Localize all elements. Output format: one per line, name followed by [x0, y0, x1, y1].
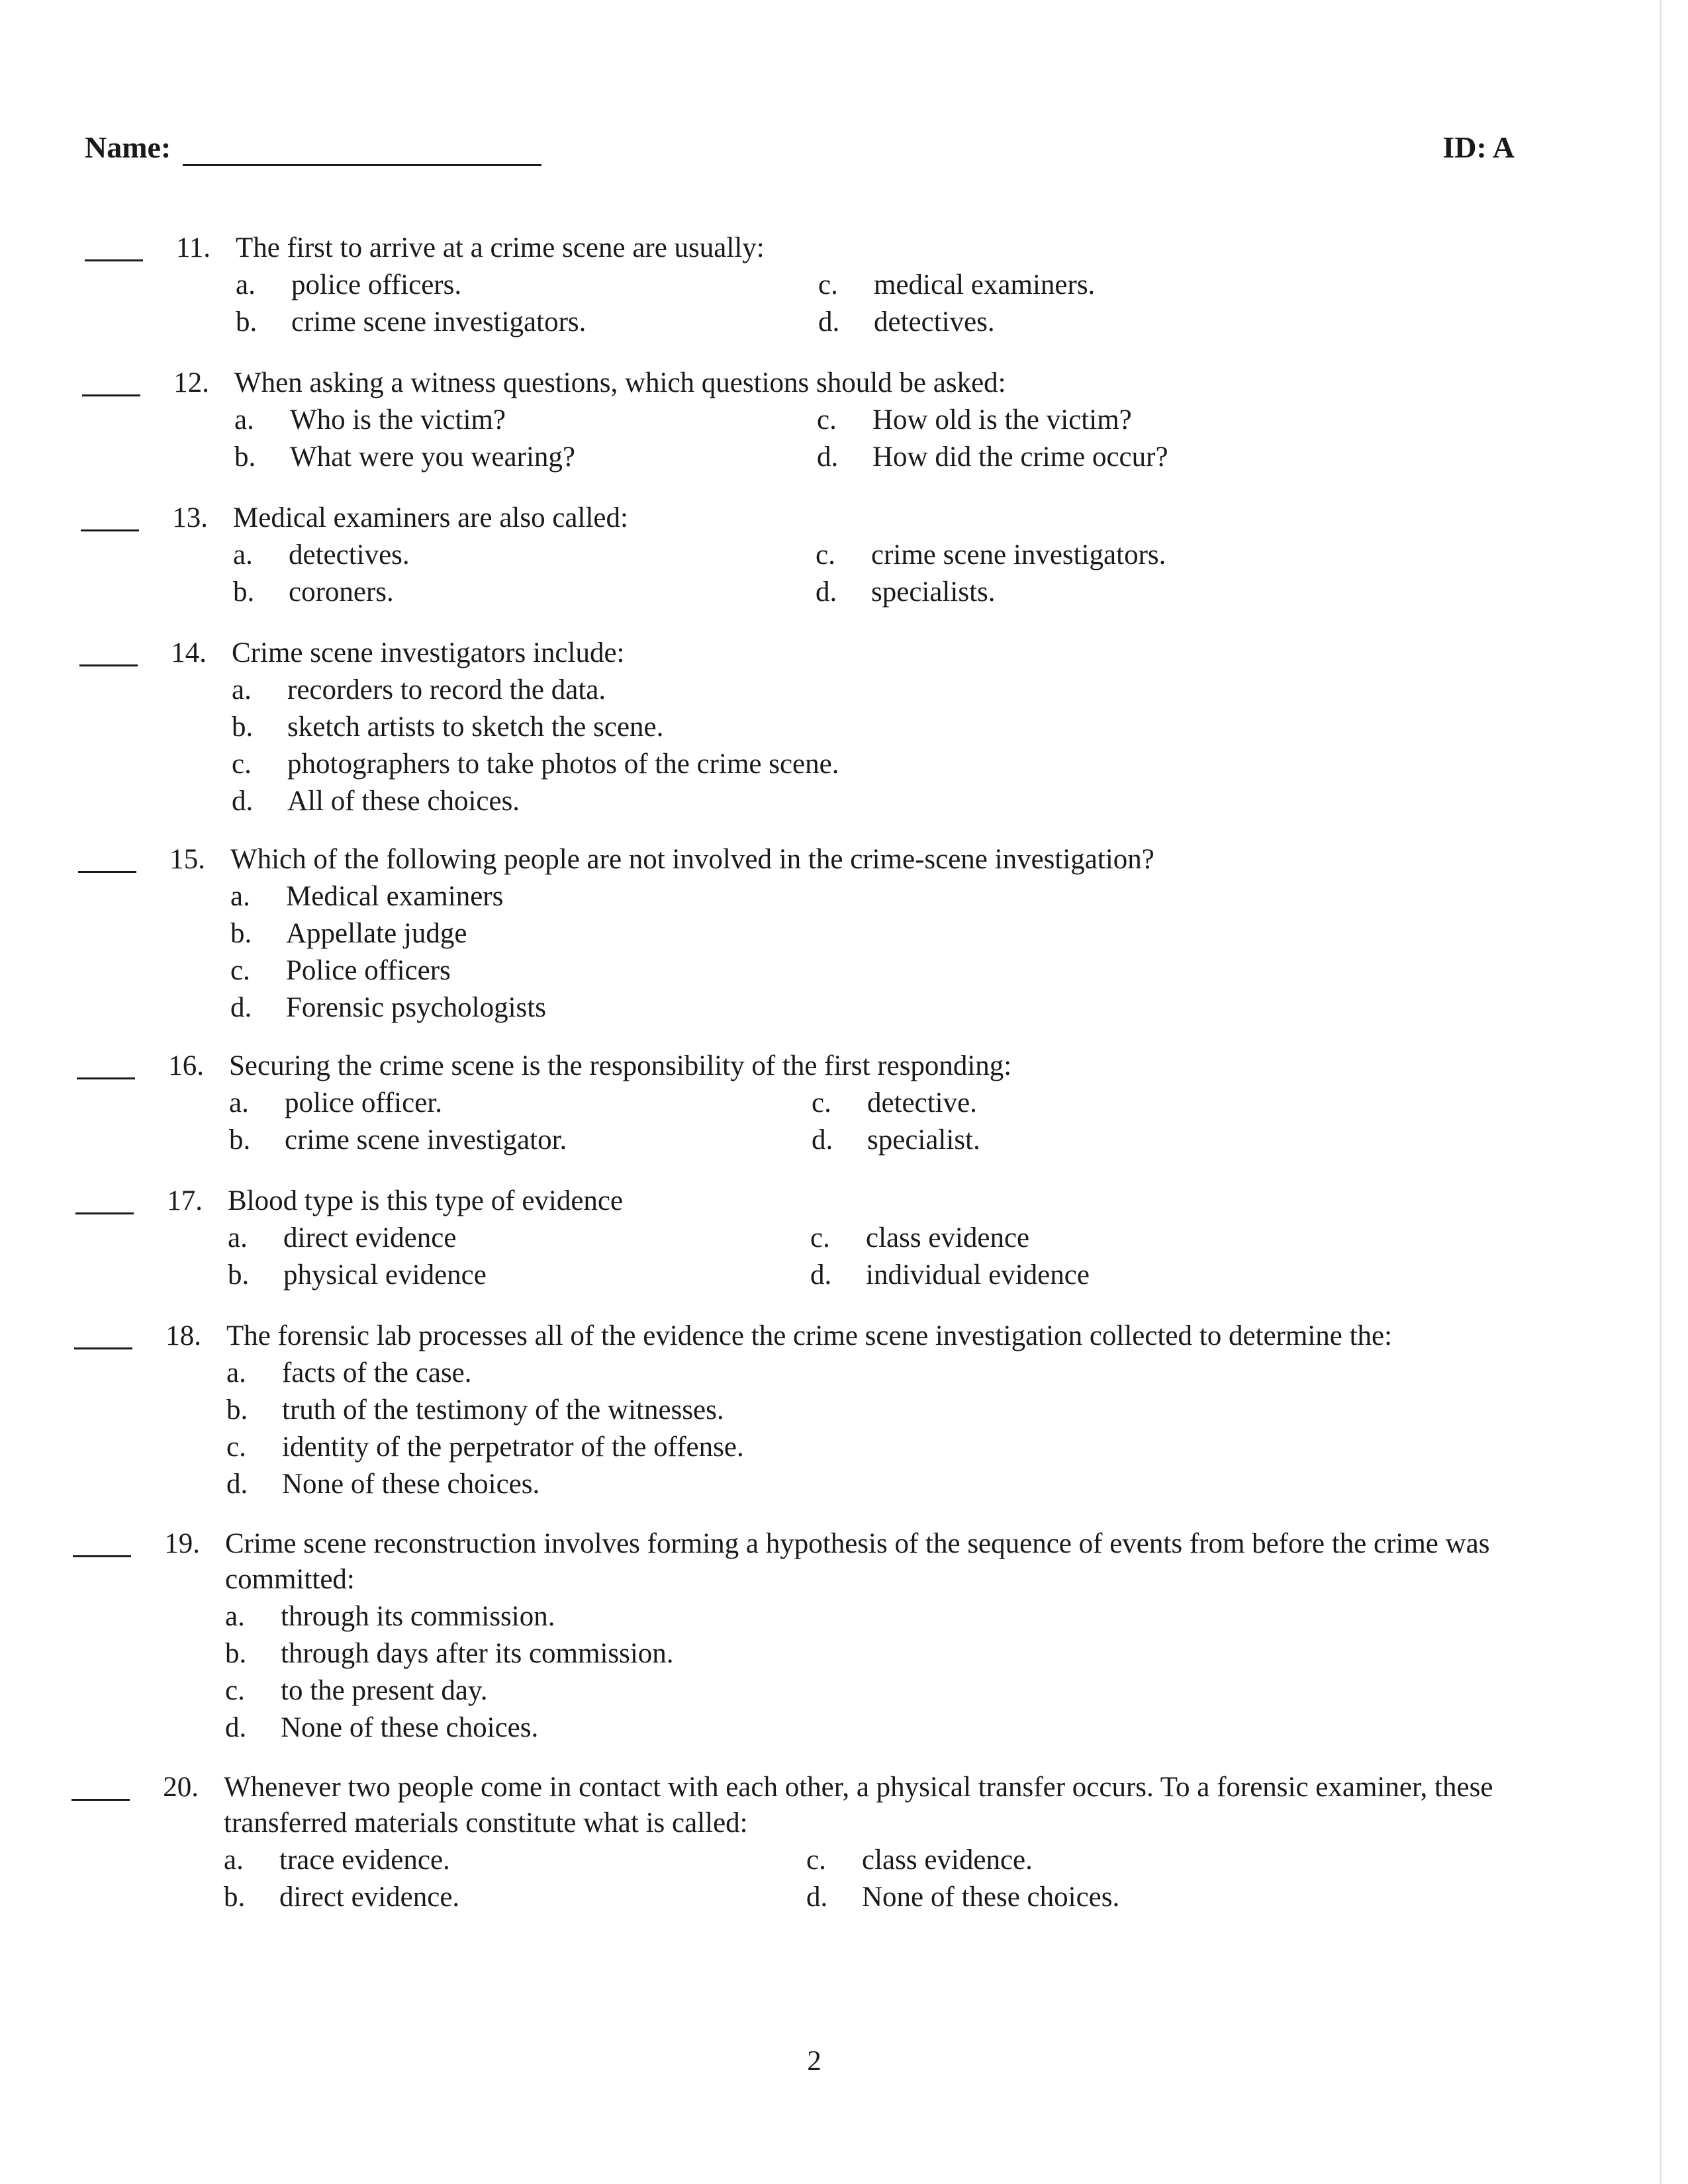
option-letter: c.	[230, 955, 250, 986]
option-text: sketch artists to sketch the scene.	[287, 711, 664, 743]
option-text: individual evidence	[866, 1259, 1090, 1291]
option-text: class evidence.	[862, 1844, 1033, 1876]
question-number: 19.	[164, 1528, 200, 1559]
option-text: detectives.	[289, 539, 410, 570]
option-letter: d.	[817, 441, 839, 473]
question-stem: Which of the following people are not involved in the crime-scene investigation?	[230, 844, 1154, 875]
option-letter: d.	[232, 786, 254, 817]
answer-blank[interactable]	[74, 1347, 132, 1349]
option-text: What were you wearing?	[290, 441, 575, 473]
option-letter: c.	[232, 749, 252, 780]
test-header	[85, 130, 1515, 169]
option-text: physical evidence	[283, 1259, 487, 1291]
option-letter: a.	[224, 1844, 244, 1876]
option-letter: c.	[226, 1432, 246, 1463]
option-text: direct evidence	[283, 1222, 457, 1253]
option-text: specialist.	[867, 1124, 980, 1156]
answer-blank[interactable]	[71, 1799, 130, 1801]
option-letter: b.	[233, 576, 255, 608]
question-number: 15.	[169, 844, 205, 875]
option-text: trace evidence.	[279, 1844, 450, 1876]
option-letter: a.	[234, 404, 254, 435]
answer-blank[interactable]	[81, 529, 139, 531]
option-text: photographers to take photos of the crime scene.	[287, 749, 839, 780]
option-letter: b.	[229, 1124, 251, 1156]
option-text: through its commission.	[281, 1601, 555, 1632]
answer-blank[interactable]	[73, 1555, 131, 1557]
test-id-label: ID: A	[1442, 130, 1515, 164]
question-stem: The first to arrive at a crime scene are usually:	[236, 232, 765, 263]
question-number: 12.	[173, 367, 209, 398]
option-text: identity of the perpetrator of the offense.	[282, 1432, 744, 1463]
option-text: Forensic psychologists	[286, 992, 546, 1023]
question-number: 18.	[165, 1320, 201, 1351]
option-text: through days after its commission.	[281, 1638, 674, 1669]
option-letter: c.	[816, 539, 835, 570]
option-text: Police officers	[286, 955, 451, 986]
option-letter: c.	[812, 1087, 831, 1118]
option-text: detectives.	[874, 306, 995, 338]
option-letter: b.	[230, 918, 252, 949]
scan-page-edge	[1660, 0, 1662, 2184]
option-text: All of these choices.	[287, 786, 520, 817]
question-number: 13.	[172, 502, 208, 533]
option-letter: d.	[818, 306, 840, 338]
option-text: crime scene investigator.	[285, 1124, 567, 1156]
option-letter: d.	[226, 1469, 248, 1500]
option-text: Who is the victim?	[290, 404, 506, 435]
option-letter: b.	[226, 1394, 248, 1426]
option-letter: a.	[232, 674, 252, 705]
question-stem: When asking a witness questions, which questions should be asked:	[234, 367, 1006, 398]
option-letter: c.	[817, 404, 837, 435]
name-label: Name:	[85, 130, 171, 164]
option-text: How did the crime occur?	[872, 441, 1168, 473]
option-text: recorders to record the data.	[287, 674, 606, 705]
question-stem: The forensic lab processes all of the evidence the crime scene investigation collected to determine the:	[226, 1320, 1393, 1351]
option-letter: a.	[236, 269, 256, 300]
option-letter: b.	[225, 1638, 247, 1669]
option-text: None of these choices.	[281, 1712, 539, 1743]
option-letter: b.	[224, 1882, 246, 1913]
page-number: 2	[807, 2046, 821, 2077]
option-letter: a.	[230, 881, 250, 912]
answer-blank[interactable]	[78, 871, 136, 873]
option-text: truth of the testimony of the witnesses.	[282, 1394, 724, 1426]
option-text: crime scene investigators.	[871, 539, 1166, 570]
option-letter: b.	[236, 306, 258, 338]
option-text: medical examiners.	[874, 269, 1096, 300]
option-letter: b.	[232, 711, 254, 743]
option-letter: b.	[234, 441, 256, 473]
answer-blank[interactable]	[82, 394, 140, 396]
question-number: 11.	[175, 232, 211, 263]
option-text: detective.	[867, 1087, 977, 1118]
option-text: to the present day.	[281, 1675, 488, 1706]
option-text: None of these choices.	[282, 1469, 540, 1500]
option-text: class evidence	[866, 1222, 1030, 1253]
option-text: specialists.	[871, 576, 996, 608]
option-text: Medical examiners	[286, 881, 504, 912]
option-letter: c.	[818, 269, 838, 300]
option-letter: d.	[225, 1712, 247, 1743]
answer-blank[interactable]	[85, 259, 143, 261]
option-text: police officer.	[285, 1087, 442, 1118]
option-letter: d.	[816, 576, 837, 608]
question-stem: Blood type is this type of evidence	[228, 1185, 624, 1216]
question-number: 14.	[171, 637, 207, 668]
option-text: How old is the victim?	[872, 404, 1132, 435]
option-letter: a.	[228, 1222, 248, 1253]
option-letter: b.	[228, 1259, 250, 1291]
answer-blank[interactable]	[79, 664, 138, 666]
option-letter: d.	[806, 1882, 828, 1913]
question-stem: Securing the crime scene is the responsibility of the first responding:	[229, 1050, 1012, 1081]
question-number: 20.	[163, 1772, 199, 1803]
answer-blank[interactable]	[77, 1077, 135, 1079]
option-letter: d.	[812, 1124, 833, 1156]
option-letter: d.	[230, 992, 252, 1023]
question-stem: Medical examiners are also called:	[233, 502, 628, 533]
option-text: crime scene investigators.	[291, 306, 586, 338]
question-stem: Whenever two people come in contact with each other, a physical transfer occurs. To a forensic examiner, these transferred materials constitute what is called:	[224, 1772, 1493, 1839]
option-text: Appellate judge	[286, 918, 467, 949]
option-letter: a.	[229, 1087, 249, 1118]
answer-blank[interactable]	[75, 1212, 134, 1214]
option-text: facts of the case.	[282, 1357, 472, 1388]
option-letter: a.	[225, 1601, 245, 1632]
option-text: None of these choices.	[862, 1882, 1120, 1913]
option-text: coroners.	[289, 576, 394, 608]
question-number: 17.	[167, 1185, 203, 1216]
question-stem: Crime scene investigators include:	[232, 637, 625, 668]
question-stem: Crime scene reconstruction involves forming a hypothesis of the sequence of events from before the crime was committed:	[225, 1528, 1490, 1595]
option-letter: a.	[233, 539, 253, 570]
option-text: direct evidence.	[279, 1882, 460, 1913]
option-letter: c.	[810, 1222, 830, 1253]
name-input-line[interactable]	[183, 164, 541, 166]
option-text: police officers.	[291, 269, 462, 300]
option-letter: c.	[806, 1844, 826, 1876]
question-number: 16.	[168, 1050, 204, 1081]
option-letter: d.	[810, 1259, 832, 1291]
option-letter: c.	[225, 1675, 245, 1706]
option-letter: a.	[226, 1357, 246, 1388]
